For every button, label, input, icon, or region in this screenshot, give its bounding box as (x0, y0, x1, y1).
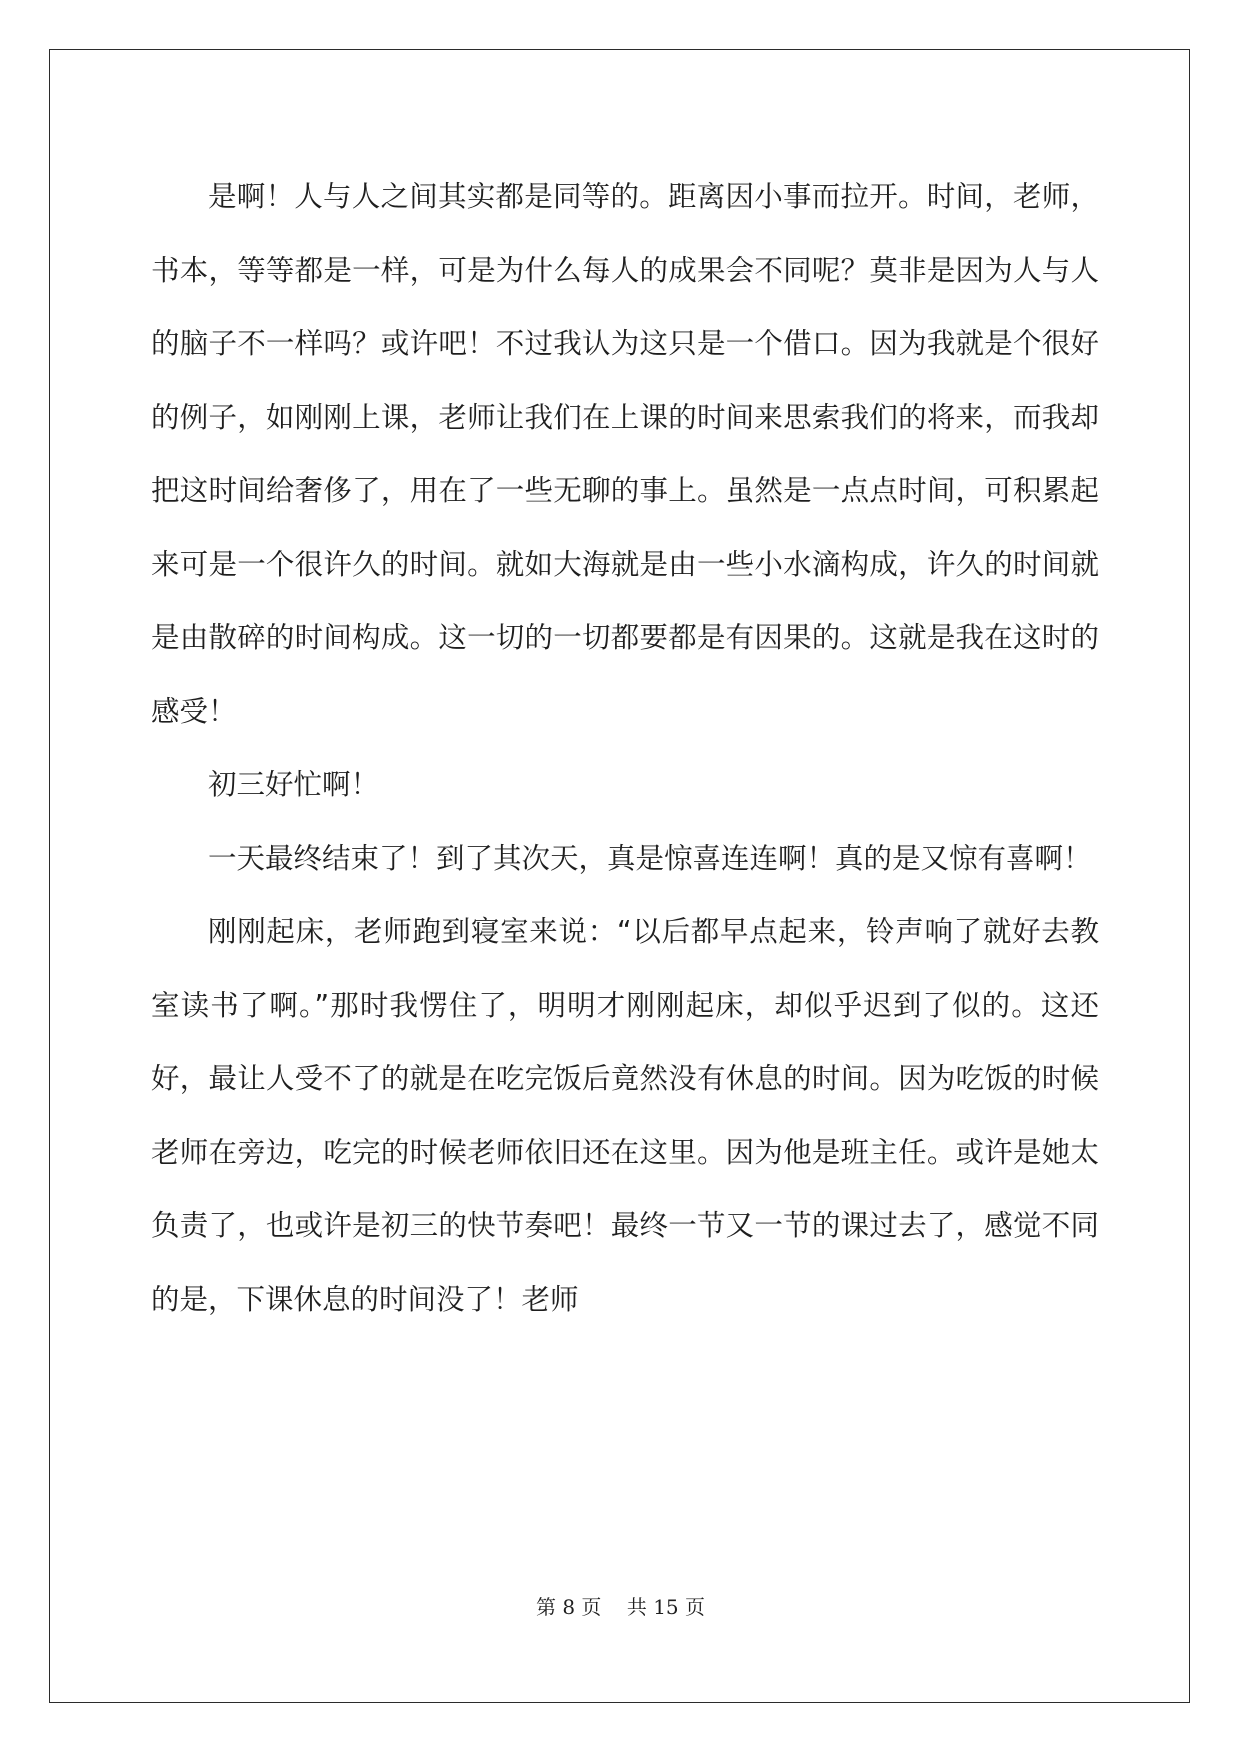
paragraph-2: 初三好忙啊！ (208, 768, 380, 801)
page-number-footer: 第 8 页 共 15 页 (535, 1595, 706, 1619)
paragraph-4: 刚刚起床，老师跑到寝室来说：“以后都早点起来，铃声响了就好去教室读书了啊。”那时我愣住了，明明才刚刚起床，却似乎迟到了似的。这还好，最让人受不了的就是在吃完饭后竟然没有休息的时间。因为吃饭的时候老师在旁边，吃完的时候老师依旧还在这里。因为他是班主任。或许是她太负责了，也或许是初三的快节奏吧！最终一节又一节的课过去了，感觉不同的是，下课休息的时间没了！老师 (151, 915, 1099, 1316)
document-body (151, 160, 1099, 1336)
paragraph-1: 是啊！人与人之间其实都是同等的。距离因小事而拉开。时间，老师，书本，等等都是一样，可是为什么每人的成果会不同呢？莫非是因为人与人的脑子不一样吗？或许吧！不过我认为这只是一个借口。因为我就是个很好的例子，如刚刚上课，老师让我们在上课的时间来思索我们的将来，而我却把这时间给奢侈了，用在了一些无聊的事上。虽然是一点点时间，可积累起来可是一个很许久的时间。就如大海就是由一些小水滴构成，许久的时间就是由散碎的时间构成。这一切的一切都要都是有因果的。这就是我在这时的感受！ (151, 180, 1099, 728)
paragraph-3: 一天最终结束了！到了其次天，真是惊喜连连啊！真的是又惊有喜啊！ (208, 841, 1092, 875)
